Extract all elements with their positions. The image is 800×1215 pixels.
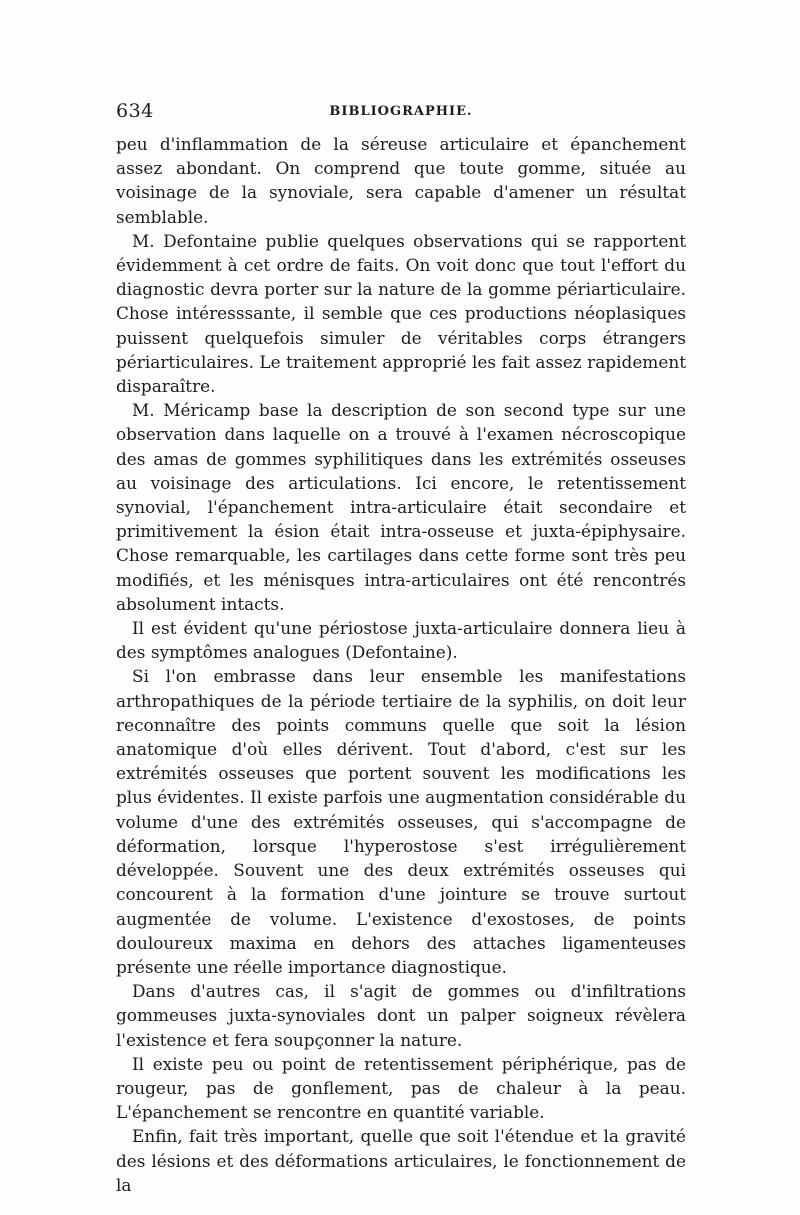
page-number: 634 (116, 100, 154, 122)
paragraph-retentissement: Il existe peu ou point de retentissement périphérique, pas de rougeur, pas de gonflement, pas de chaleur à la peau. L'épanchement se rencontre en quantité variable. (116, 1053, 686, 1123)
running-title: BIBLIOGRAPHIE. (329, 104, 473, 119)
paragraph-defontaine: M. Defontaine publie quelques observations qui se rapportent évidemment à cet ordre de faits. On voit donc que tout l'effort du diagnostic devra porter sur la nature de la gomme périarticulaire. Chose intéresssante, il semble que ces productions néoplasiques puissent quelquefois simuler de véritables corps étrangers périarticulaires. Le traitement approprié les fait assez rapidement disparaître. (116, 230, 686, 397)
paragraph-autres-cas: Dans d'autres cas, il s'agit de gommes ou d'infiltrations gommeuses juxta-synoviales dont un palper soigneux révèlera l'existence et fera soupçonner la nature. (116, 981, 686, 1050)
paragraph-periostose: Il est évident qu'une périostose juxta-articulaire donnera lieu à des symptômes analogues (Defontaine). (116, 618, 686, 663)
paragraph-ensemble: Si l'on embrasse dans leur ensemble les manifestations arthropathiques de la période tertiaire de la syphilis, on doit leur reconnaître des points communs quelle que soit la lésion anatomique d'où elles dérivent. Tout d'abord, c'est sur les extrémités osseuses que portent souvent les modifications les plus évidentes. Il existe parfois une augmentation considérable du volume d'une des extrémités osseuses, qui s'accompagne de déformation, lorsque l'hyperostose s'est irrégulièrement développée. Souvent une des deux extrémités osseuses qui concourent à la formation d'une jointure se trouve surtout augmentée de volume. L'existence d'exostoses, de points douloureux maxima en dehors des attaches ligamenteuses présente une réelle importance diagnostique. (116, 666, 686, 977)
paragraph-enfin: Enfin, fait très important, quelle que soit l'étendue et la gravité des lésions et des déformations articulaires, le fonctionnement de la (116, 1126, 686, 1195)
paragraph-continuation: peu d'inflammation de la séreuse articulaire et épanchement assez abondant. On comprend que toute gomme, située au voisinage de la synoviale, sera capable d'amener un résultat semblable. (116, 134, 686, 227)
body-text (116, 132, 686, 1197)
page-header (116, 100, 686, 128)
paragraph-mericamp: M. Méricamp base la description de son second type sur une observation dans laquelle on a trouvé à l'examen nécroscopique des amas de gommes syphilitiques dans les extrémités osseuses au voisinage des articulations. Ici encore, le retentissement synovial, l'épanchement intra-articulaire était secondaire et primitivement la ésion était intra-osseuse et juxta-épiphysaire. Chose remarquable, les cartilages dans cette forme sont très peu modifiés, et les ménisques intra-articulaires ont été rencontrés absolument intacts. (116, 400, 686, 614)
